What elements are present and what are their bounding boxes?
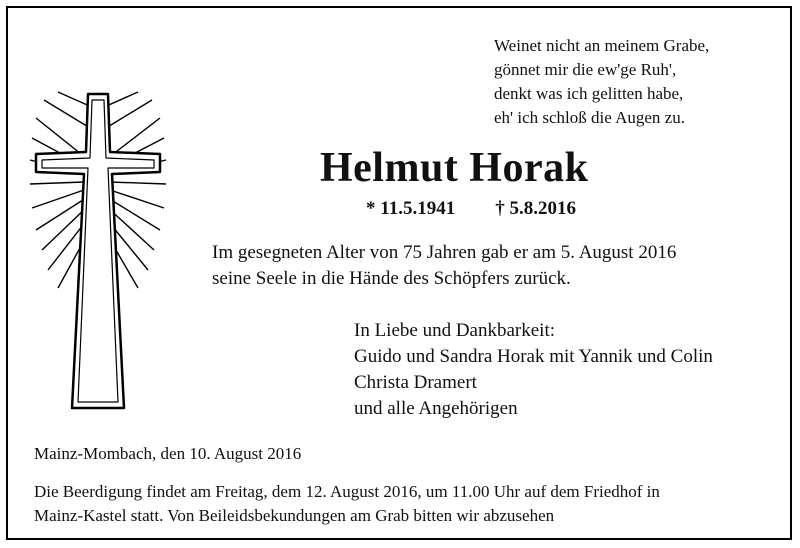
death-announcement bbox=[212, 240, 782, 292]
deceased-name: Helmut Horak bbox=[320, 145, 589, 191]
place-and-date: Mainz-Mombach, den 10. August 2016 bbox=[34, 444, 302, 463]
funeral-details bbox=[34, 480, 784, 528]
announcement-line: seine Seele in die Hände des Schöpfers zurück. bbox=[212, 268, 571, 289]
funeral-line: Mainz-Kastel statt. Von Beileidsbekundungen am Grab bitten wir abzusehen bbox=[34, 506, 555, 525]
death-date: † 5.8.2016 bbox=[495, 198, 576, 219]
poem-line: gönnet mir die ew'ge Ruh', bbox=[494, 60, 677, 79]
poem-line: eh' ich schloß die Augen zu. bbox=[494, 108, 685, 127]
mourners-list bbox=[354, 318, 713, 422]
memorial-poem bbox=[494, 34, 709, 130]
announcement-line: Im gesegneten Alter von 75 Jahren gab er am 5. August 2016 bbox=[212, 242, 677, 263]
obituary-notice bbox=[6, 6, 792, 540]
poem-line: denkt was ich gelitten habe, bbox=[494, 84, 684, 103]
mourner-line: und alle Angehörigen bbox=[354, 398, 518, 419]
poem-line: Weinet nicht an meinem Grabe, bbox=[494, 36, 710, 55]
funeral-line: Die Beerdigung findet am Freitag, dem 12. August 2016, um 11.00 Uhr auf dem Friedhof in bbox=[34, 482, 660, 501]
mourner-line: Christa Dramert bbox=[354, 372, 477, 393]
life-dates bbox=[366, 198, 576, 220]
mourners-heading: In Liebe und Dankbarkeit: bbox=[354, 320, 556, 341]
mourner-line: Guido und Sandra Horak mit Yannik und Colin bbox=[354, 346, 713, 367]
radiant-cross-icon bbox=[28, 88, 168, 418]
birth-date: * 11.5.1941 bbox=[366, 198, 456, 219]
